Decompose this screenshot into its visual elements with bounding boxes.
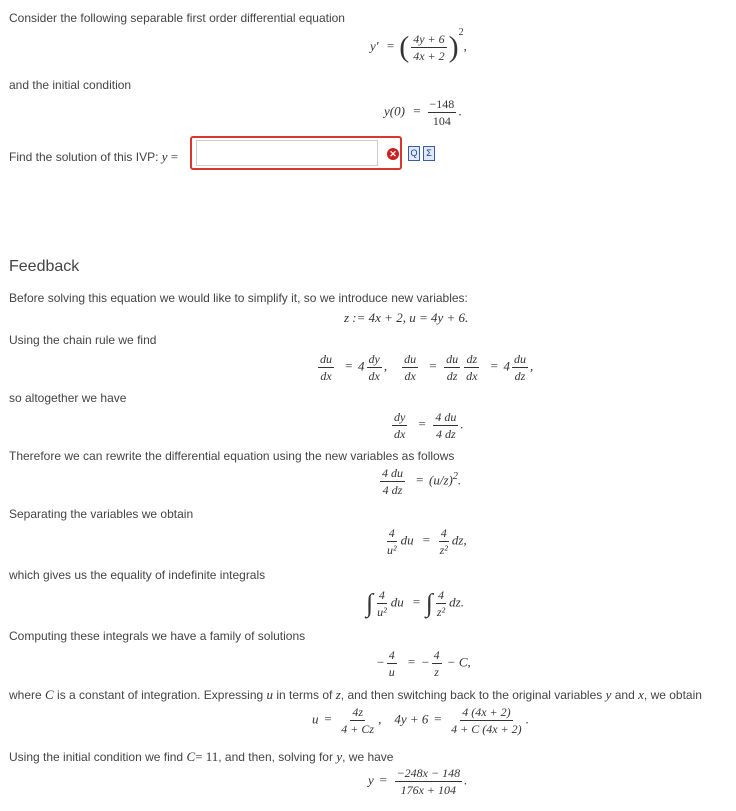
ic-denominator: 104 xyxy=(432,114,451,128)
feedback-p6: which gives us the equality of indefinite integrals xyxy=(9,568,266,582)
family-of-solutions: − $\frac{4}{u}$ = − $\frac{4}{z}$ − C, xyxy=(376,648,471,679)
feedback-title: Feedback xyxy=(9,258,80,275)
feedback-p1: Before solving this equation we would like to simplify it, so we introduce new variables: xyxy=(9,291,468,305)
chain-rule: $\frac{du}{dx}$ = 4 $\frac{dy}{dx}$ , $\frac{du}{dx}$ = $\frac{du}{dz}$ $\frac{dz}{dx}$ = 4 $\frac{du}{dz}$ , xyxy=(320,352,534,383)
ode-denominator: 4x + 2 xyxy=(413,49,445,63)
rewritten-ode: $\frac{4 du}{4 dz}$ = $(u/z)^2$. xyxy=(382,466,462,497)
separated: $\frac{4}{\text{u²}}$ du = $\frac{4}{\text{z²}}$ dz, xyxy=(387,526,467,557)
find-var: y xyxy=(161,149,168,164)
integrals: ∫ $\frac{4}{\text{u²}}$ du = ∫ $\frac{4}{\text{z²}}$ dz. xyxy=(366,588,464,619)
final-denominator: 176x + 104 xyxy=(400,783,457,797)
error-x-icon: ✕ xyxy=(387,148,399,160)
answer-input[interactable] xyxy=(190,136,402,170)
ic-numerator: −148 xyxy=(429,97,455,111)
feedback-p4: Therefore we can rewrite the differential equation using the new variables as follows xyxy=(9,449,455,463)
sigma-icon[interactable]: Σ xyxy=(423,146,435,161)
initial-condition: y(0) = $\frac{-148}{104}$ . xyxy=(384,97,462,128)
find-prompt-text: Find the solution of this IVP: xyxy=(9,150,159,164)
preview-icon[interactable]: Q xyxy=(408,146,420,161)
feedback-p7: Computing these integrals we have a family of solutions xyxy=(9,629,306,643)
feedback-p8: where C is a constant of integration. Expressing u in terms of z, and then switching back to the original variables y and x, we obtain xyxy=(9,687,702,702)
ic-lhs: y(0) xyxy=(384,103,405,119)
ode-equation: y′ = ( $\frac{4y + 6}{4x + 2}$ )$^2$, xyxy=(370,27,467,64)
problem-intro: Consider the following separable first order differential equation xyxy=(9,11,345,25)
final-numerator: −248x − 148 xyxy=(396,766,461,780)
feedback-p9: Using the initial condition we find C= 11, and then, solving for y, we have xyxy=(9,749,394,764)
altogether: $\frac{dy}{dx}$ = $\frac{4 du}{4 dz}$ . xyxy=(394,410,464,441)
u-solution: u = $\frac{4z}{4 + Cz}$ , 4y + 6 = $\frac{4 (4x + 2)}{4 + C (4x + 2)}$ . xyxy=(312,705,529,736)
substitution: z := 4x + 2, u = 4y + 6. xyxy=(344,310,469,325)
feedback-p3: so altogether we have xyxy=(9,391,127,405)
ode-power: 2 xyxy=(458,27,464,39)
ode-numerator: 4y + 6 xyxy=(413,32,445,46)
find-prompt: Find the solution of this IVP: y = xyxy=(9,149,179,164)
ode-lhs: y′ xyxy=(370,38,379,54)
feedback-p5: Separating the variables we obtain xyxy=(9,507,194,521)
final-solution: y = $\frac{-248x - 148}{176x + 104}$ . xyxy=(368,766,468,797)
ic-intro: and the initial condition xyxy=(9,78,132,92)
feedback-p2: Using the chain rule we find xyxy=(9,333,157,347)
